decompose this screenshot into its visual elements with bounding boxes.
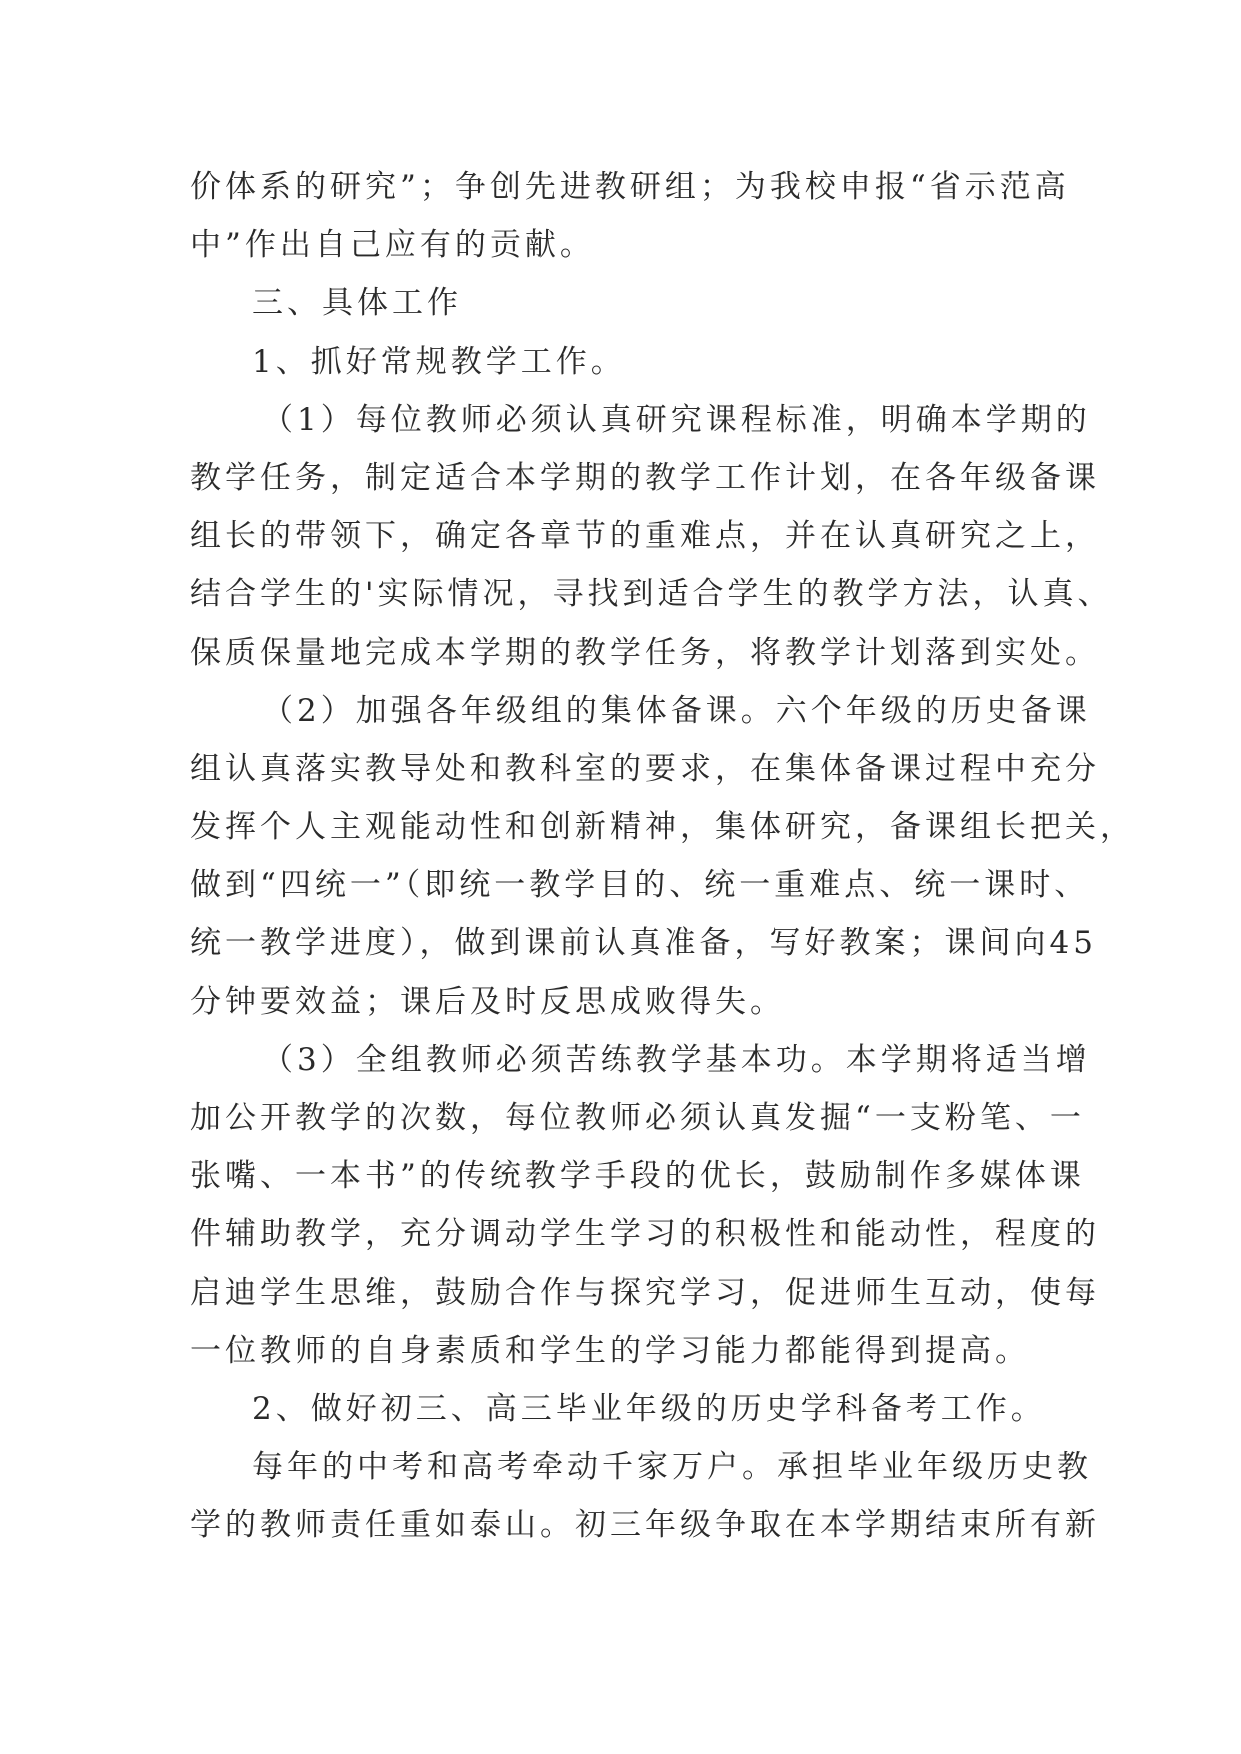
text-line: 教学任务，制定适合本学期的教学工作计划，在各年级备课 <box>190 459 1100 496</box>
text-line: 2、做好初三、高三毕业年级的历史学科备考工作。 <box>252 1390 1046 1427</box>
text-line: 件辅助教学，充分调动学生学习的积极性和能动性，程度的 <box>190 1216 1100 1253</box>
text-line: （1）每位教师必须认真研究课程标准，明确本学期的 <box>262 401 1091 438</box>
text-line: 中”作出自己应有的贡献。 <box>190 227 595 264</box>
text-line: 统一教学进度），做到课前认真准备，写好教案；课间向45 <box>190 925 1097 962</box>
text-line: （3）全组教师必须苦练教学基本功。本学期将适当增 <box>262 1041 1091 1078</box>
text-line: 每年的中考和高考牵动千家万户。承担毕业年级历史教 <box>252 1449 1092 1486</box>
text-line: 1、抓好常规教学工作。 <box>252 343 626 380</box>
text-line: 三、具体工作 <box>252 285 462 322</box>
text-line: 发挥个人主观能动性和创新精神，集体研究，备课组长把关， <box>190 809 1135 846</box>
text-line: 组认真落实教导处和教科室的要求，在集体备课过程中充分 <box>190 750 1100 787</box>
text-line: 加公开教学的次数，每位教师必须认真发掘“一支粉笔、一 <box>190 1100 1085 1136</box>
text-line: 保质保量地完成本学期的教学任务，将教学计划落到实处。 <box>190 634 1100 671</box>
text-line: 一位教师的自身素质和学生的学习能力都能得到提高。 <box>190 1332 1030 1369</box>
text-line: 分钟要效益；课后及时反思成败得失。 <box>190 983 785 1020</box>
text-line: 组长的带领下，确定各章节的重难点，并在认真研究之上， <box>190 518 1100 555</box>
text-line: 价体系的研究”；争创先进教研组；为我校申报“省示范高 <box>190 169 1070 205</box>
text-line: 做到“四统一”（即统一教学目的、统一重难点、统一课时、 <box>190 867 1090 904</box>
body-text <box>190 158 1135 1555</box>
text-line: 启迪学生思维，鼓励合作与探究学习，促进师生互动，使每 <box>190 1274 1100 1311</box>
text-line: 张嘴、一本书”的传统教学手段的优长，鼓励制作多媒体课 <box>190 1158 1085 1195</box>
text-line: 结合学生的'实际情况，寻找到适合学生的教学方法，认真、 <box>190 576 1113 613</box>
text-line: 学的教师责任重如泰山。初三年级争取在本学期结束所有新 <box>190 1507 1100 1544</box>
text-line: （2）加强各年级组的集体备课。六个年级的历史备课 <box>262 692 1091 729</box>
